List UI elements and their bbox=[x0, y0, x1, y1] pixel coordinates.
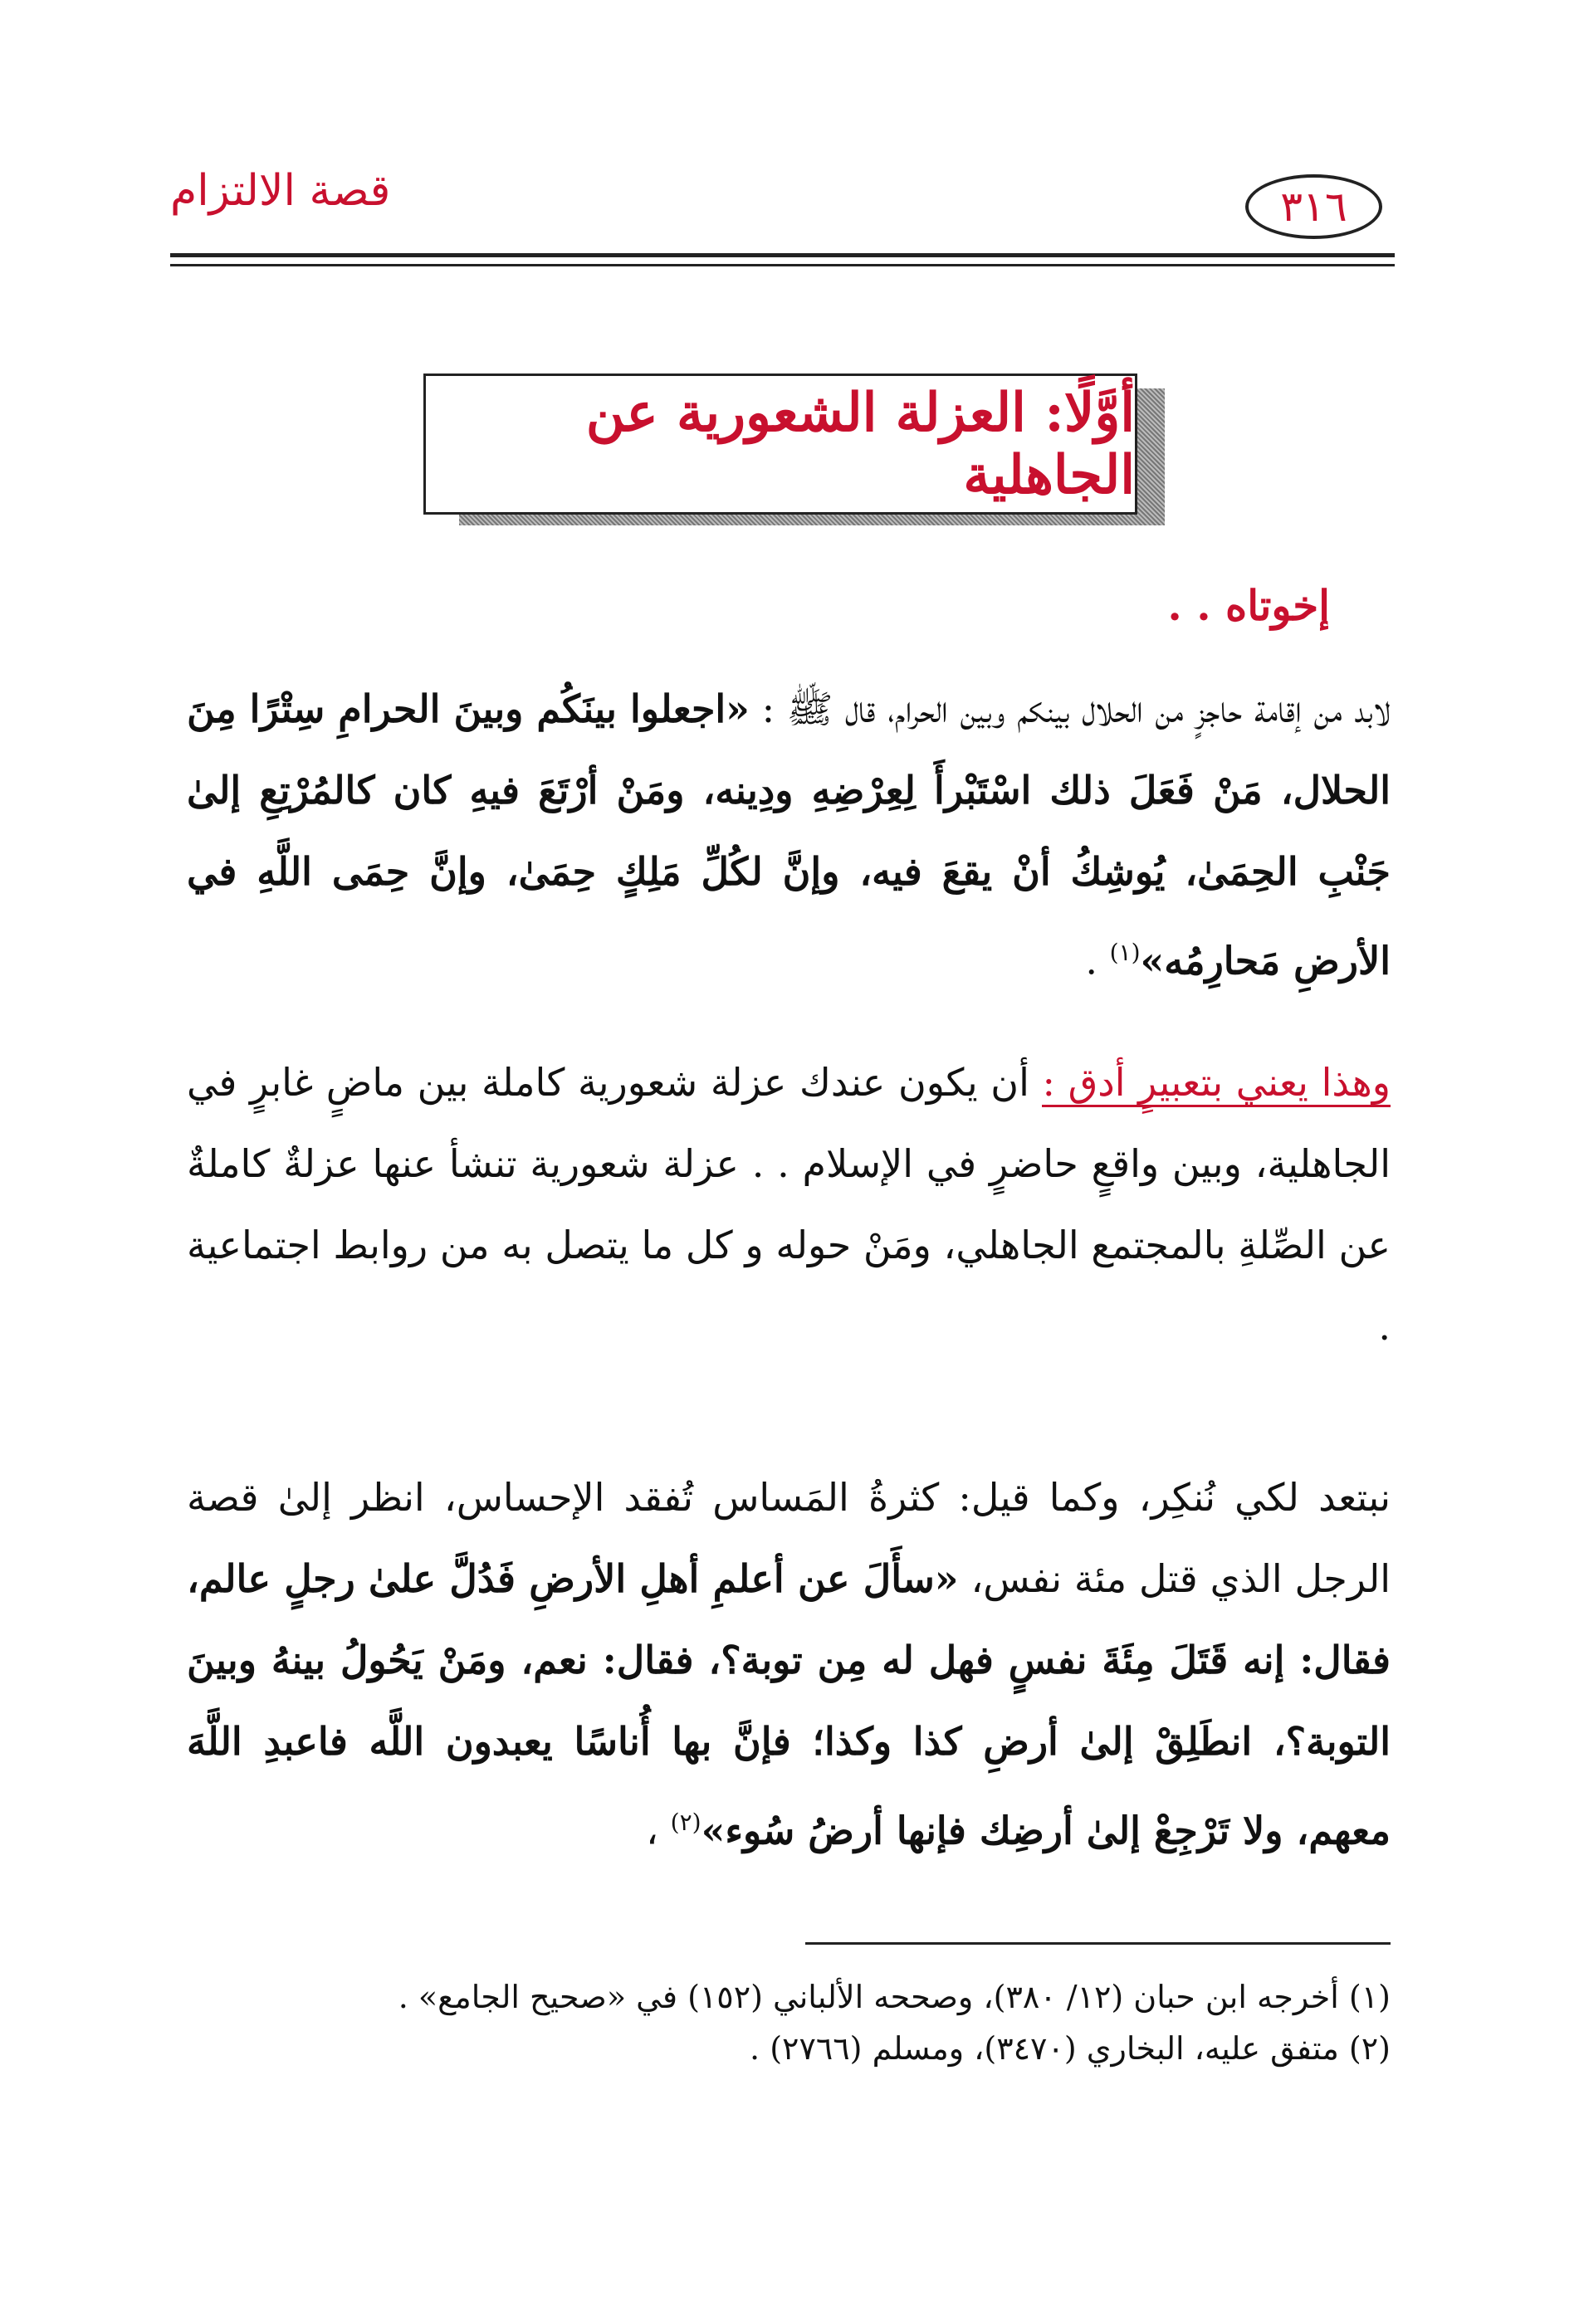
paragraph-2 bbox=[187, 1042, 1391, 1367]
running-title: قصة الالتزام bbox=[170, 166, 391, 216]
page-number: ٣١٦ bbox=[1245, 174, 1382, 239]
emphasis-phrase: وهذا يعني بتعبيرٍ أدق : bbox=[1042, 1060, 1391, 1107]
footnote-ref-2: (٢) bbox=[670, 1809, 702, 1836]
paragraph-3-end: ، bbox=[646, 1808, 671, 1853]
footnote-1: (١) أخرجه ابن حبان (١٢/ ٣٨٠)، وصححه الألباني (١٥٢) في «صحيح الجامع» . bbox=[398, 1979, 1391, 2015]
hadith-2: «سأَلَ عن أعلمِ أهلِ الأرضِ فَدُلَّ علىٰ رجلٍ عالم، فقال: إنه قَتَلَ مِئَةَ نفسٍ فهل له مِن توبة؟، فقال: نعم، ومَنْ يَحُولُ بينهُ وبينَ التوبة؟، انطَلِقْ إلىٰ أرضِ كذا وكذا؛ فإنَّ بها أُناسًا يعبدون اللَّه فاعبدِ اللَّهَ معهم، ولا تَرْجِعْ إلىٰ أرضِك فإنها أرضُ سُوء» bbox=[187, 1556, 1391, 1853]
paragraph-3 bbox=[187, 1457, 1391, 1871]
hadith-1: «اجعلوا بينَكُم وبينَ الحرامِ سِتْرًا مِنَ الحلال، مَنْ فَعَلَ ذلك اسْتَبْرأَ لِعِرْضِهِ ودِينه، ومَنْ أرْتَعَ فيهِ كان كالمُرْتِعِ إلىٰ جَنْبِ الحِمَىٰ، يُوشِكُ أنْ يقعَ فيه، وإنَّ لكُلِّ مَلِكٍ حِمَىٰ، وإنَّ حِمَى اللَّهِ في الأرضِ مَحارِمُه» bbox=[187, 686, 1391, 984]
footnote-2: (٢) متفق عليه، البخاري (٣٤٧٠)، ومسلم (٢٧٦٦) . bbox=[750, 2030, 1391, 2067]
paragraph-1-end: . bbox=[1085, 938, 1110, 984]
paragraph-3-intro: نبتعد لكي نُنكِر، وكما قيل: كثرةُ المَساس تُفقد الإحساس، انظر إلىٰ قصة الرجل الذي قتل مئة نفس، bbox=[187, 1475, 1391, 1601]
greeting: إخوتاه . . bbox=[1167, 581, 1330, 630]
paragraph-1 bbox=[187, 668, 1391, 1001]
section-title: أوَّلًا: العزلة الشعورية عن الجاهلية bbox=[423, 374, 1137, 515]
footnote-rule bbox=[805, 1942, 1391, 1945]
header-rule bbox=[170, 253, 1395, 257]
footnote-ref-1: (١) bbox=[1109, 939, 1141, 966]
footnotes bbox=[187, 1971, 1391, 2074]
header-rule-thin bbox=[170, 264, 1395, 266]
paragraph-1-intro: لابد من إقامة حاجزٍ من الحلال بينكم وبين الحرام، قال ﷺ : bbox=[761, 686, 1391, 731]
paragraph-2-text: أن يكون عندك عزلة شعورية كاملة بين ماضٍ غابرٍ في الجاهلية، وبين واقعٍ حاضرٍ في الإسلام . . عزلة شعورية تنشأ عنها عزلةٌ كاملةٌ عن الصِّلةِ بالمجتمع الجاهلي، ومَنْ حوله و كل ما يتصل به من روابط اجتماعية . bbox=[187, 1060, 1391, 1349]
